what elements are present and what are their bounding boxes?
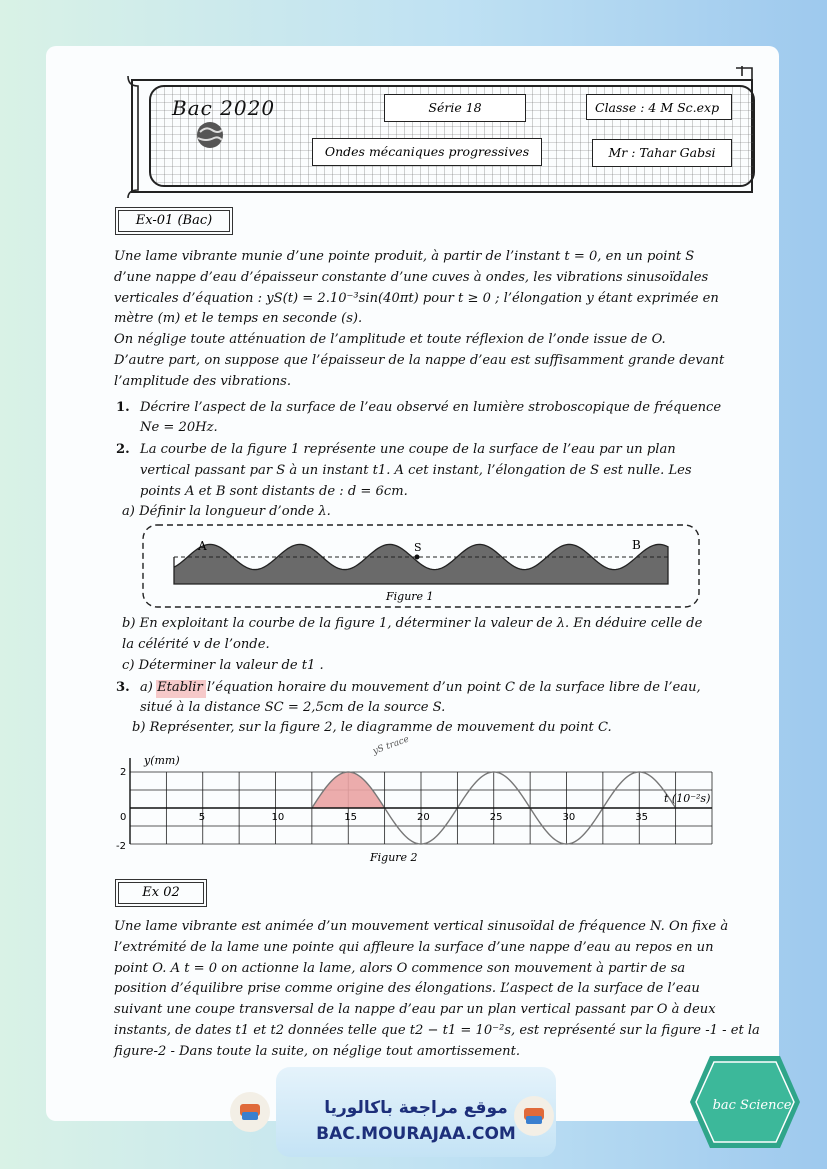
footer-site-link[interactable]: BAC.MOURAJAA.COM <box>316 1124 516 1144</box>
q1-line: Décrire l’aspect de la surface de l’eau observé en lumière stroboscopique de fréquence <box>140 400 722 415</box>
x-tick-label: 15 <box>344 812 357 823</box>
classe-box: Classe : 4 M Sc.exp <box>586 94 732 120</box>
ex1-intro-line: Une lame vibrante munie d’une pointe produit, à partir de l’instant t = 0, en un point S <box>114 249 695 264</box>
q1-line: Ne = 20Hz. <box>140 420 218 435</box>
ex1-intro-line: d’une nappe d’eau d’épaisseur constante d’une cuves à ondes, les vibrations sinusoïdales <box>114 269 709 285</box>
ex2-line: suivant une coupe transversal de la nappe d’eau par un plan vertical passant par O à deux <box>114 1002 716 1018</box>
ys-annotation: yS trace <box>371 734 411 757</box>
figure-2 <box>112 734 720 868</box>
q2b-line: la célérité v de l’onde. <box>122 637 270 652</box>
x-tick-label: 10 <box>271 812 285 823</box>
title-box: Ondes mécaniques progressives <box>312 138 542 166</box>
y-axis-label: y(mm) <box>144 754 180 767</box>
label-a: A <box>198 539 207 553</box>
globe-icon <box>192 120 228 150</box>
ex2-label: Ex 02 <box>118 882 204 904</box>
y-tick: 2 <box>120 767 127 778</box>
x-ticks <box>199 812 648 823</box>
ex2-line: position d’équilibre prise comme origine des élongations. L’aspect de la surface de l’eau <box>114 981 700 997</box>
ex2-line: figure-2 - Dans toute la suite, on néglige tout amortissement. <box>114 1043 520 1059</box>
q1-number: 1. <box>116 400 130 415</box>
ex1-intro <box>114 247 774 393</box>
header-year: Bac 2020 <box>172 96 276 120</box>
x-tick-label: 20 <box>417 812 430 823</box>
q2a-line: a) Définir la longueur d’onde λ. <box>122 504 331 519</box>
ex2-line: point O. A t = 0 on actionne la lame, alors O commence son mouvement à partir de sa <box>114 960 686 976</box>
badge-text: bac Science <box>712 1098 792 1113</box>
serie-box: Série 18 <box>384 94 526 122</box>
label-s: S <box>414 541 422 554</box>
q2-line: vertical passant par S à un instant t1. A cet instant, l’élongation de S est nulle. Les <box>140 463 692 478</box>
logo-left-icon <box>228 1090 272 1134</box>
q3b-line: b) Représenter, sur la figure 2, le diagramme de mouvement du point C. <box>132 720 612 735</box>
ex1-label: Ex-01 (Bac) <box>118 210 230 232</box>
ex2-line: instants, de dates t1 et t2 données telle que t2 − t1 = 10⁻²s, est représenté sur la figure -1 - et la <box>114 1022 760 1038</box>
q2-line: La courbe de la figure 1 représente une coupe de la surface de l’eau par un plan <box>140 442 676 457</box>
ex2-line: l’extrémité de la lame une pointe qui affleure la surface d’une nappe d’eau au repos en un <box>114 939 714 955</box>
y-tick: 0 <box>120 812 127 823</box>
q3-number: 3. <box>116 680 130 695</box>
q2c-line: c) Déterminer la valeur de t1 . <box>122 658 324 673</box>
figure-1-caption: Figure 1 <box>386 590 434 603</box>
ex1-intro-line: l’amplitude des vibrations. <box>114 373 292 389</box>
y-tick: -2 <box>116 841 126 852</box>
q2b-line: b) En exploitant la courbe de la figure 1, déterminer la valeur de λ. En déduire celle de <box>122 616 703 631</box>
ex1-intro-line: On néglige toute atténuation de l’amplitude et toute réflexion de l’onde issue de O. <box>114 332 666 348</box>
x-tick-label: 30 <box>562 812 576 823</box>
teacher-box: Mr : Tahar Gabsi <box>592 139 732 167</box>
point-s-marker <box>415 555 420 560</box>
label-b: B <box>632 538 641 552</box>
ex1-intro-line: D’autre part, on suppose que l’épaisseur de la nappe d’eau est suffisamment grande devant <box>114 352 725 368</box>
footer-arabic-link[interactable]: موقع مراجعة باكالوريا <box>324 1098 508 1118</box>
x-tick-label: 5 <box>198 812 206 823</box>
q2-number: 2. <box>116 442 130 457</box>
ex1-intro-line: verticales d’équation : yS(t) = 2.10⁻³sin(40πt) pour t ≥ 0 ; l’élongation y étant exprimée en <box>114 290 719 306</box>
t-axis-label: t (10⁻²s) <box>664 792 711 805</box>
ex1-intro-line: mètre (m) et le temps en seconde (s). <box>114 311 363 327</box>
q3a-line: a) Etablir l’équation horaire du mouvement d’un point C de la surface libre de l’eau, <box>140 680 701 695</box>
q2-line: points A et B sont distants de : d = 6cm. <box>140 484 408 499</box>
x-tick-label: 25 <box>489 812 503 823</box>
ex2-line: Une lame vibrante est animée d’un mouvement vertical sinusoïdal de fréquence N. On fixe à <box>114 919 729 934</box>
figure-2-caption: Figure 2 <box>370 851 418 864</box>
figure-1 <box>140 522 702 610</box>
x-tick-label: 35 <box>635 812 648 823</box>
ex2-text <box>114 917 774 1063</box>
q3a-line: situé à la distance SC = 2,5cm de la source S. <box>140 700 446 715</box>
